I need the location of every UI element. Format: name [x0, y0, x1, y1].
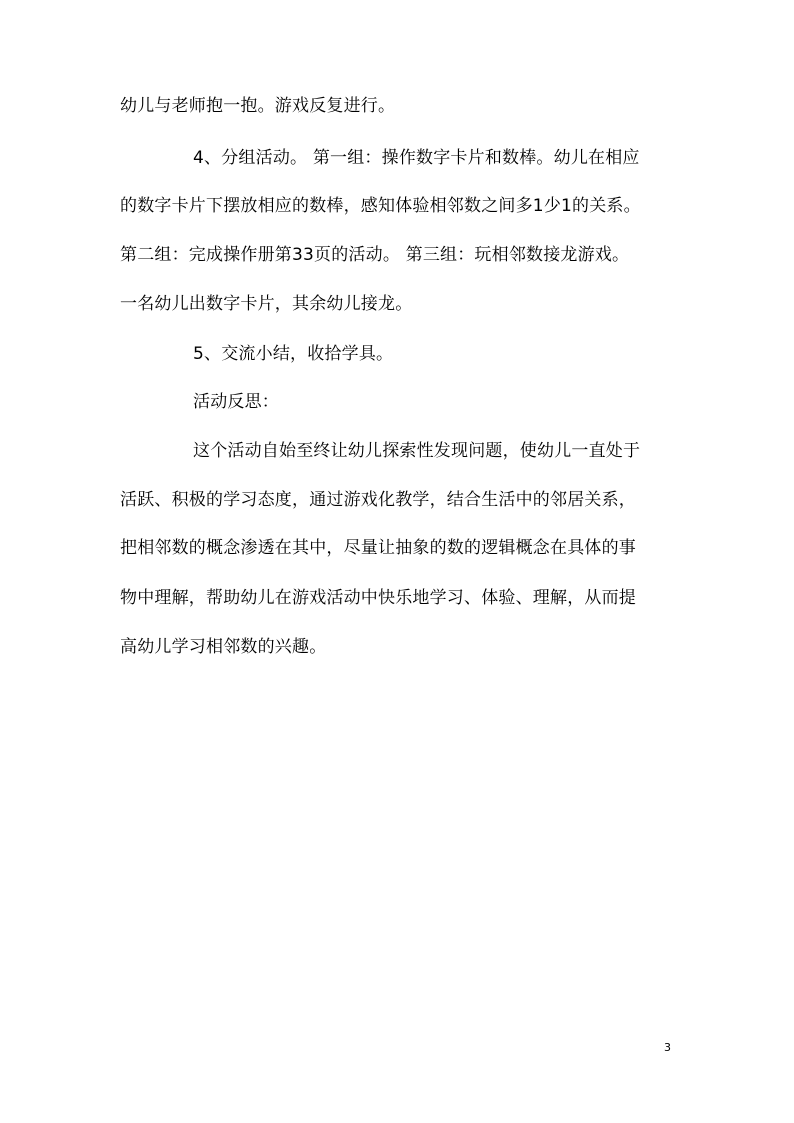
text-line-9: 活跃、积极的学习态度，通过游戏化教学，结合生活中的邻居关系， [120, 490, 636, 510]
text-line-10: 把相邻数的概念渗透在其中，尽量让抽象的数的逻辑概念在具体的事 [120, 538, 636, 558]
text-line-7: 活动反思： [193, 392, 279, 412]
page-number: 3 [664, 1041, 671, 1054]
text-line-12: 高幼儿学习相邻数的兴趣。 [120, 637, 327, 657]
text-line-8: 这个活动自始至终让幼儿探索性发现问题，使幼儿一直处于 [193, 441, 641, 461]
text-line-6: 5、交流小结，收拾学具。 [193, 344, 394, 364]
text-line-3: 的数字卡片下摆放相应的数棒，感知体验相邻数之间多1少1的关系。 [120, 196, 641, 216]
text-line-4: 第二组：完成操作册第33页的活动。 第三组：玩相邻数接龙游戏。 [120, 245, 630, 265]
text-line-5: 一名幼儿出数字卡片，其余幼儿接龙。 [120, 294, 413, 314]
text-line-1: 幼儿与老师抱一抱。游戏反复进行。 [120, 96, 396, 116]
text-line-11: 物中理解，帮助幼儿在游戏活动中快乐地学习、体验、理解，从而提 [120, 588, 636, 608]
text-line-2: 4、分组活动。 第一组：操作数字卡片和数棒。幼儿在相应 [193, 148, 640, 168]
